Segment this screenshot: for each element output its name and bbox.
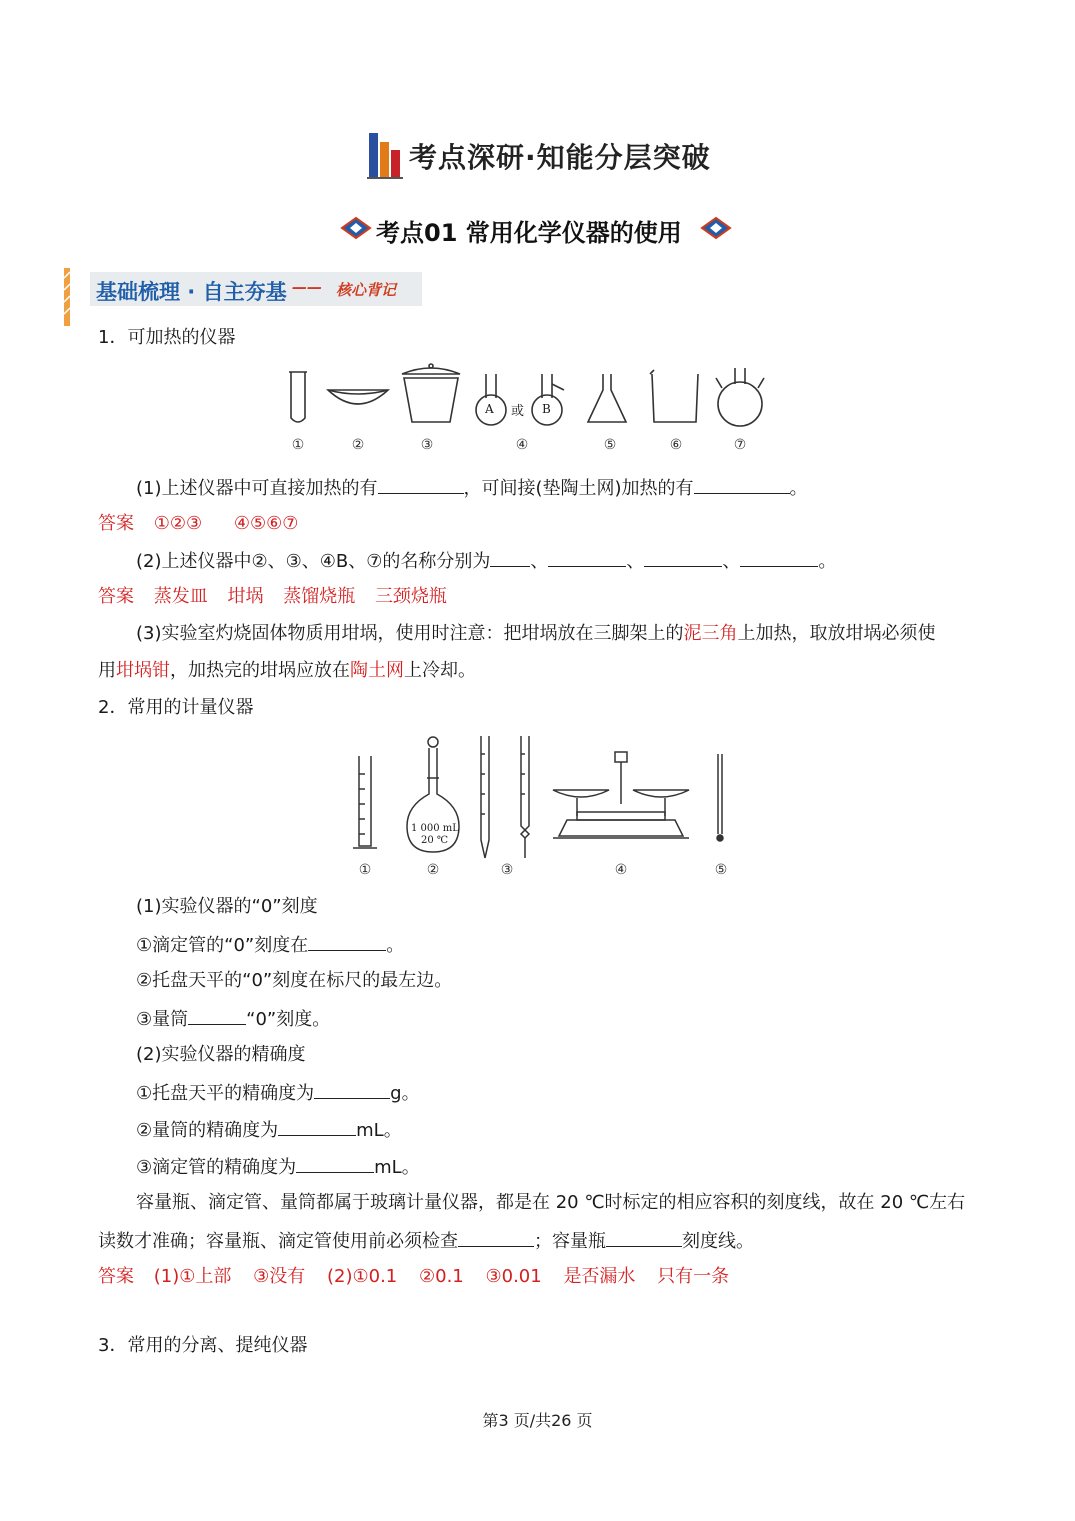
q1-text-c: 。 — [789, 478, 808, 499]
answer-blank — [644, 548, 722, 567]
answer-item: ③没有 — [253, 1266, 306, 1287]
item-text: 读数才准确；容量瓶、滴定管使用前必须检查 — [98, 1231, 458, 1252]
answer-item: ③0.01 — [485, 1266, 542, 1287]
item-text: ③量筒 — [136, 1009, 189, 1030]
answer-blank — [314, 1080, 390, 1099]
item-text: 。 — [386, 935, 405, 956]
part1-heading: 1．可加热的仪器 — [98, 327, 236, 348]
figure-label: ⑤ — [714, 862, 728, 878]
figure-label: ① — [358, 862, 372, 878]
section-dash: —— — [292, 278, 322, 296]
answer-item: 三颈烧瓶 — [374, 586, 447, 607]
answer-blank — [490, 548, 530, 567]
zero-mark-item-1 — [136, 932, 404, 958]
answer-item: 蒸发皿 — [153, 586, 208, 607]
q3-text: 上冷却。 — [404, 660, 476, 681]
separator: 、 — [626, 551, 645, 572]
measuring-instruments-drawing — [345, 734, 745, 862]
answer-blank — [188, 1006, 246, 1025]
figure-label: ③ — [420, 437, 434, 453]
flask-b-label: B — [542, 402, 551, 416]
diamond-right-icon — [700, 216, 736, 240]
question-1-3-line1 — [136, 622, 936, 646]
topic-title — [340, 208, 740, 248]
answer-label: 答案 — [98, 586, 134, 607]
flask-temp-label: 20 ℃ — [421, 835, 449, 846]
answer-1-1 — [98, 512, 298, 536]
glassware-paragraph-line2 — [98, 1228, 754, 1254]
answer-blank — [548, 548, 626, 567]
question-1-1 — [136, 475, 808, 501]
figure-label: ④ — [614, 862, 628, 878]
q2-text: (2)上述仪器中②、③、④B、⑦的名称分别为 — [136, 551, 491, 572]
item-text: ③滴定管的精确度为 — [136, 1157, 297, 1178]
item-text: “0”刻度。 — [246, 1009, 331, 1030]
item-text: ；容量瓶 — [534, 1231, 606, 1252]
answer-item: 蒸馏烧瓶 — [283, 586, 356, 607]
figure-label: ① — [291, 437, 305, 453]
item-text: ①托盘天平的精确度为 — [136, 1083, 315, 1104]
figure-label: ④ — [515, 437, 529, 453]
part3-heading: 3．常用的分离、提纯仪器 — [98, 1335, 308, 1356]
q2-end: 。 — [818, 551, 837, 572]
answer-item: ④⑤⑥⑦ — [233, 513, 299, 534]
q3-text: (3)实验室灼烧固体物质用坩埚，使用时注意：把坩埚放在三脚架上的 — [136, 623, 684, 644]
answer-blank — [378, 475, 464, 494]
answer-item: 陶土网 — [350, 660, 404, 681]
question-1-3-line2 — [98, 659, 476, 683]
glassware-paragraph-line1: 容量瓶、滴定管、量筒都属于玻璃计量仪器，都是在 20 ℃时标定的相应容积的刻度线，故在 20 ℃左右 — [136, 1192, 966, 1213]
item-text: mL。 — [356, 1120, 402, 1141]
answer-label: 答案 — [98, 513, 134, 534]
precision-item-2 — [136, 1117, 402, 1143]
item-text: 刻度线。 — [682, 1231, 754, 1252]
q3-text: ，加热完的坩埚应放在 — [170, 660, 350, 681]
item-text: mL。 — [374, 1157, 420, 1178]
answer-1-2 — [98, 585, 447, 609]
answer-blank — [296, 1154, 374, 1173]
figure-label: ③ — [500, 862, 514, 878]
answer-blank — [606, 1228, 682, 1247]
heatable-instruments-figure — [280, 360, 780, 460]
page-number: 第3 页/共26 页 — [482, 1411, 593, 1430]
figure-label: ② — [426, 862, 440, 878]
zero-mark-item-2: ②托盘天平的“0”刻度在标尺的最左边。 — [136, 970, 453, 991]
figure-label: ⑤ — [603, 437, 617, 453]
stripe-bar-icon — [64, 268, 72, 326]
figure-label: ⑦ — [733, 437, 747, 453]
answer-item: (1)①上部 — [153, 1266, 232, 1287]
precision-item-1 — [136, 1080, 420, 1106]
answer-blank — [458, 1228, 534, 1247]
part2-heading: 2．常用的计量仪器 — [98, 697, 254, 718]
item-text: ①滴定管的“0”刻度在 — [136, 935, 309, 956]
measuring-instruments-figure — [345, 734, 745, 884]
figure-label: ⑥ — [669, 437, 683, 453]
item-text: ②量筒的精确度为 — [136, 1120, 279, 1141]
item-text: g。 — [390, 1083, 420, 1104]
answer-item: 泥三角 — [683, 623, 738, 644]
answer-label: 答案 — [98, 1266, 134, 1287]
precision-heading: (2)实验仪器的精确度 — [136, 1044, 306, 1065]
heatable-instruments-drawing — [280, 360, 780, 430]
answer-item: ①②③ — [153, 513, 203, 534]
precision-item-3 — [136, 1154, 420, 1180]
answer-item: 坩埚钳 — [116, 660, 170, 681]
books-logo-icon — [367, 130, 409, 180]
separator: 、 — [530, 551, 549, 572]
q3-text: 上加热，取放坩埚必须使 — [737, 623, 936, 644]
separator: 、 — [722, 551, 741, 572]
section-tag: 核心背记 — [336, 281, 397, 299]
answer-blank — [694, 475, 790, 494]
zero-mark-heading: (1)实验仪器的“0”刻度 — [136, 896, 318, 917]
answer-item: 是否漏水 — [563, 1266, 636, 1287]
answer-blank — [308, 932, 386, 951]
topic-title-text: 考点01 常用化学仪器的使用 — [376, 219, 682, 247]
answer-blank — [740, 548, 818, 567]
answer-item: (2)①0.1 — [326, 1266, 398, 1287]
flask-a-label: A — [485, 402, 494, 416]
answer-blank — [278, 1117, 356, 1136]
diamond-left-icon — [340, 216, 376, 240]
flask-volume-label: 1 000 mL — [411, 823, 459, 834]
answer-item: ②0.1 — [418, 1266, 464, 1287]
answer-2 — [98, 1265, 729, 1289]
banner — [367, 130, 727, 180]
q1-text-b: ，可间接(垫陶土网)加热的有 — [463, 478, 694, 499]
section-header — [64, 268, 424, 326]
figure-label: ② — [351, 437, 365, 453]
banner-title: 考点深研·知能分层突破 — [409, 141, 711, 174]
question-1-2 — [136, 548, 836, 574]
flask-or-label: 或 — [511, 404, 525, 419]
q3-text: 用 — [98, 660, 116, 681]
section-label: 基础梳理 · 自主夯基 — [96, 280, 287, 304]
q1-text-a: (1)上述仪器中可直接加热的有 — [136, 478, 378, 499]
answer-item: 坩埚 — [227, 586, 264, 607]
answer-item: 只有一条 — [657, 1266, 730, 1287]
zero-mark-item-3 — [136, 1006, 330, 1032]
